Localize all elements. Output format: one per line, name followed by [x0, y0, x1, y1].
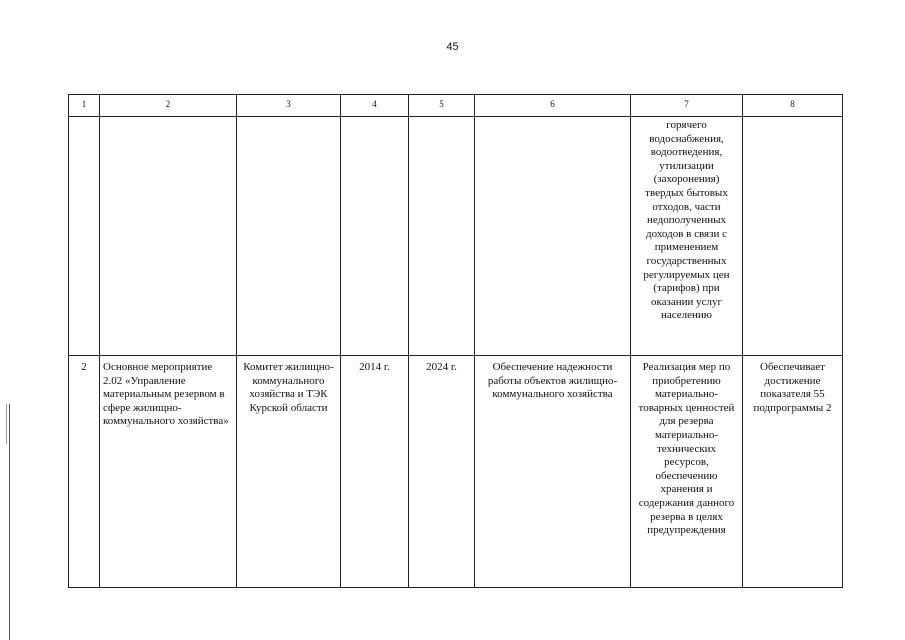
end-year-cell	[409, 117, 475, 356]
activity-cell	[100, 117, 237, 356]
table-header-row	[69, 95, 843, 117]
measures-cell: горячего водоснабжения, водоотведения, утилизации (захоронения) твердых бытовых отходов, части недополученных доходов в связи с применением государственных регулируемых цен (тарифов) при оказании услуг населению	[631, 117, 743, 356]
table-row	[69, 356, 843, 588]
header-cell: 4	[341, 95, 409, 117]
measures-cell: Реализация мер по приобретению материально-товарных ценностей для резерва материально-технических ресурсов, обеспечению хранения и содержания данного резерва в целях предупреждения	[631, 356, 743, 588]
header-cell: 1	[69, 95, 100, 117]
scan-edge-line-faint	[6, 404, 7, 444]
header-cell: 6	[475, 95, 631, 117]
row-number-cell: 2	[69, 356, 100, 588]
header-cell: 8	[743, 95, 843, 117]
header-cell: 3	[237, 95, 341, 117]
program-activities-table	[68, 94, 843, 588]
expected-result-cell	[475, 117, 631, 356]
activity-cell: Основное мероприятие 2.02 «Управление материальным резервом в сфере жилищно-коммунального хозяйства»	[100, 356, 237, 588]
expected-result-cell: Обеспечение надежности работы объектов жилищно-коммунального хозяйства	[475, 356, 631, 588]
executor-cell: Комитет жилищно-коммунального хозяйства и ТЭК Курской области	[237, 356, 341, 588]
end-year-cell: 2024 г.	[409, 356, 475, 588]
executor-cell	[237, 117, 341, 356]
start-year-cell: 2014 г.	[341, 356, 409, 588]
header-cell: 7	[631, 95, 743, 117]
start-year-cell	[341, 117, 409, 356]
row-number-cell	[69, 117, 100, 356]
page-number: 45	[446, 41, 459, 53]
scan-edge-line	[9, 404, 10, 640]
indicator-cell	[743, 117, 843, 356]
header-cell: 5	[409, 95, 475, 117]
table-row	[69, 117, 843, 356]
header-cell: 2	[100, 95, 237, 117]
indicator-cell: Обеспечивает достижение показателя 55 подпрограммы 2	[743, 356, 843, 588]
